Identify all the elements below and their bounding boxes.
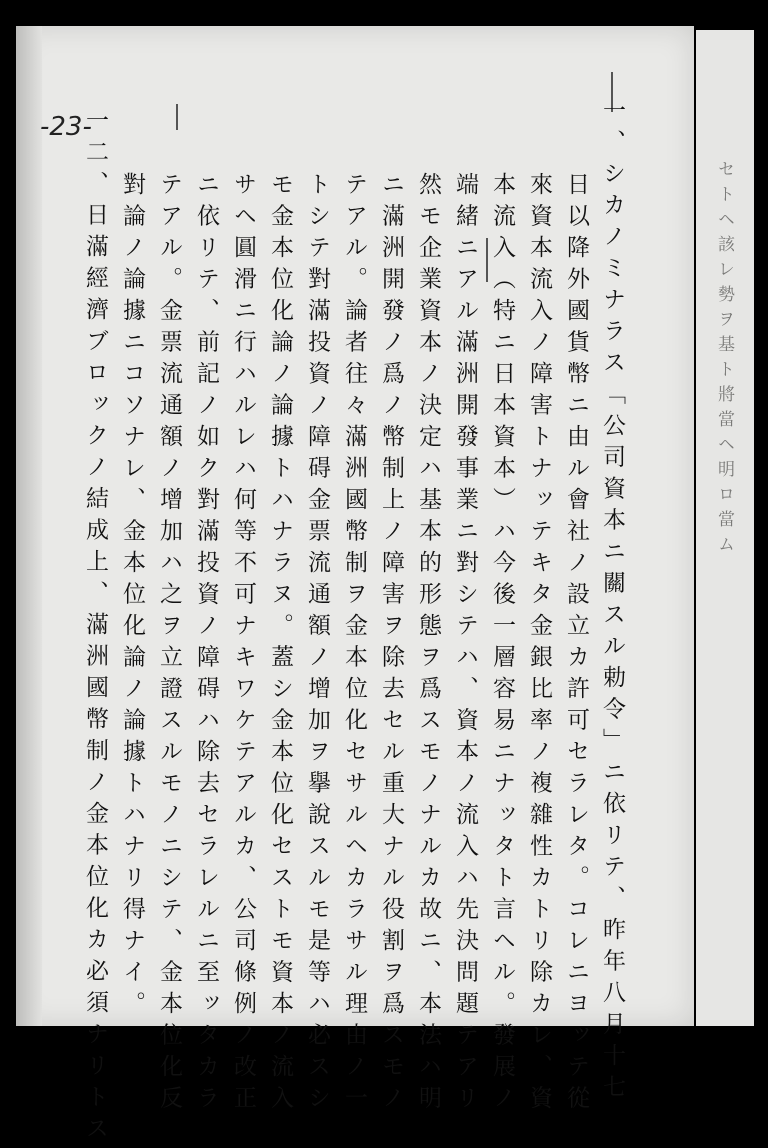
text-column: 對論ノ論據ニコソナレ、金本位化論ノ論據トハナリ得ナイ。	[119, 172, 145, 1023]
text-column: 來資本流入ノ障害トナッテキタ金銀比率ノ複雜性カトリ除カレ、資	[526, 172, 552, 1117]
text-column: テアル。金票流通額ノ增加ハ之ヲ立證スルモノニシテ、金本位化反	[156, 172, 182, 1117]
text-column: ニ滿洲開發ノ爲ノ幣制上ノ障害ヲ除去セル重大ナル役割ヲ爲スモノ	[378, 172, 404, 1117]
text-column: モ金本位化論ノ論據トハナラヌ。蓋シ金本位化セストモ資本ノ流入	[267, 172, 293, 1117]
page-binding-edge	[16, 26, 42, 1026]
text-column: 一二、日滿經濟ブロックノ結成上、滿洲國幣制ノ金本位化カ必須ナリトス	[82, 108, 108, 1148]
text-column: ニ依リテ、前記ノ如ク對滿投資ノ障碍ハ除去セラレルニ至ッタカラ	[193, 172, 219, 1117]
margin-mark	[176, 104, 178, 130]
page-number: -23-	[40, 112, 92, 142]
text-column: トシテ對滿投資ノ障碍金票流通額ノ增加ヲ擧說スルモ是等ハ必スシ	[304, 172, 330, 1117]
text-column: 一、シカノミナラス「公司資本ニ關スル勅令」ニ依リテ、昨年八月十七	[599, 98, 625, 1106]
text-column: テアル。論者往々滿洲國幣制ヲ金本位化セサルヘカラサル理由ノ一	[341, 172, 367, 1117]
adjacent-page-text: セトヘ該レ勢ヲ基ト將當ヘ明ロ當ム	[714, 160, 734, 560]
text-column: 本流入（特ニ日本資本）ハ今後一層容易ニナッタト言ヘル。發展ノ	[489, 172, 515, 1117]
text-column: 然モ企業資本ノ決定ハ基本的形態ヲ爲スモノナルカ故ニ、本法ハ明	[415, 172, 441, 1117]
text-column: 端緒ニアル滿洲開發事業ニ對シテハ、資本ノ流入ハ先決問題テアリ	[452, 172, 478, 1117]
text-column: サヘ圓滑ニ行ハルレハ何等不可ナキワケテアルカ、公司條例ノ改正	[230, 172, 256, 1117]
text-column: 日以降外國貨幣ニ由ル會社ノ設立カ許可セラレタ。コレニヨッテ從	[563, 172, 589, 1117]
